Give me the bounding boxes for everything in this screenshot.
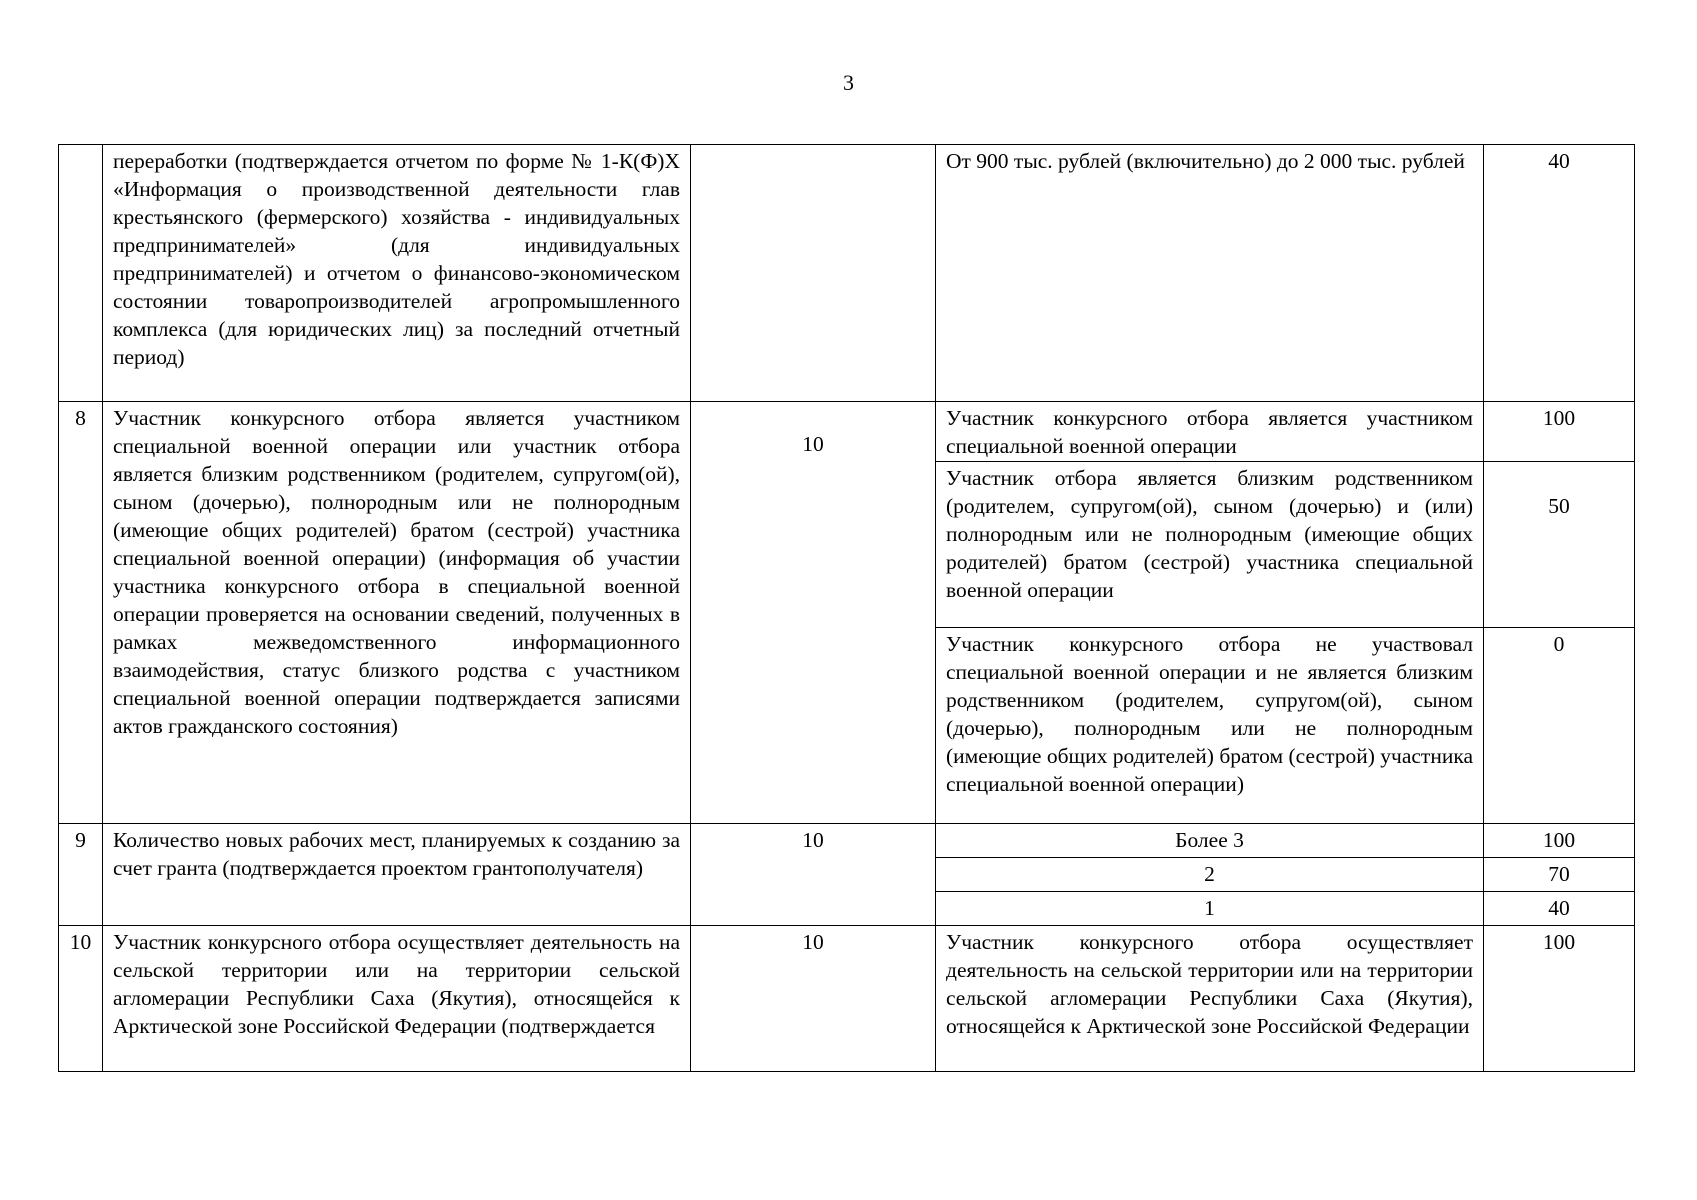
score-value: 40 — [1484, 145, 1635, 402]
score-value: 100 — [1484, 402, 1635, 462]
criteria-table — [58, 144, 1635, 1072]
weight-value: 10 — [691, 402, 936, 824]
table-row-7-continued — [59, 145, 1635, 402]
criterion-value: Участник конкурсного отбора не участвовал специальной военной операции и не является близким родственником (родителем, супругом(ой), сыном (дочерью), полнородным или не полнородным (имеющие общих родителей) братом (сестрой) участника специальной военной операции) — [936, 628, 1484, 824]
criterion-text: Участник конкурсного отбора осуществляет деятельность на сельской территории или на территории сельской агломерации Республики Саха (Якутия), относящейся к Арктической зоне Российской Федерации (подтверждается — [103, 926, 691, 1072]
table-row-8 — [59, 402, 1635, 462]
criterion-value: От 900 тыс. рублей (включительно) до 2 000 тыс. рублей — [936, 145, 1484, 402]
criterion-value: Более 3 — [936, 824, 1484, 858]
score-value: 100 — [1484, 824, 1635, 858]
score-value: 50 — [1484, 462, 1635, 628]
weight-value: 10 — [691, 824, 936, 926]
criterion-value: Участник конкурсного отбора является участником специальной военной операции — [936, 402, 1484, 462]
weight-value — [691, 145, 936, 402]
criterion-value: Участник отбора является близким родственником (родителем, супругом(ой), сыном (дочерью) и (или) полнородным или не полнородным (имеющие общих родителей) братом (сестрой) участника специальной военной операции — [936, 462, 1484, 628]
criterion-value: 1 — [936, 892, 1484, 926]
criterion-value: Участник конкурсного отбора осуществляет деятельность на сельской территории или на территории сельской агломерации Республики Саха (Якутия), относящейся к Арктической зоне Российской Федерации — [936, 926, 1484, 1072]
row-number: 9 — [59, 824, 103, 926]
criterion-text: переработки (подтверждается отчетом по форме № 1-К(Ф)Х «Информация о производственной деятельности глав крестьянского (фермерского) хозяйства - индивидуальных предпринимателей» (для индивидуальных предпринимателей) и отчетом о финансово-экономическом состоянии товаропроизводителей агропромышленного комплекса (для юридических лиц) за последний отчетный период) — [103, 145, 691, 402]
row-number — [59, 145, 103, 402]
page-number: 3 — [843, 70, 854, 95]
table-row-9 — [59, 824, 1635, 858]
row-number: 10 — [59, 926, 103, 1072]
score-value: 0 — [1484, 628, 1635, 824]
weight-value: 10 — [691, 926, 936, 1072]
table-row-10 — [59, 926, 1635, 1072]
score-value: 70 — [1484, 858, 1635, 892]
score-value: 100 — [1484, 926, 1635, 1072]
criterion-text: Участник конкурсного отбора является участником специальной военной операции или участник отбора является близким родственником (родителем, супругом(ой), сыном (дочерью), полнородным или не полнородным (имеющие общих родителей) братом (сестрой) участника специальной военной операции) (информация об участии участника конкурсного отбора в специальной военной операции проверяется на основании сведений, полученных в рамках межведомственного информационного взаимодействия, статус близкого родства с участником специальной военной операции подтверждается записями актов гражданского состояния) — [103, 402, 691, 824]
criterion-value: 2 — [936, 858, 1484, 892]
criterion-text: Количество новых рабочих мест, планируемых к созданию за счет гранта (подтверждается проектом грантополучателя) — [103, 824, 691, 926]
row-number: 8 — [59, 402, 103, 824]
score-value: 40 — [1484, 892, 1635, 926]
